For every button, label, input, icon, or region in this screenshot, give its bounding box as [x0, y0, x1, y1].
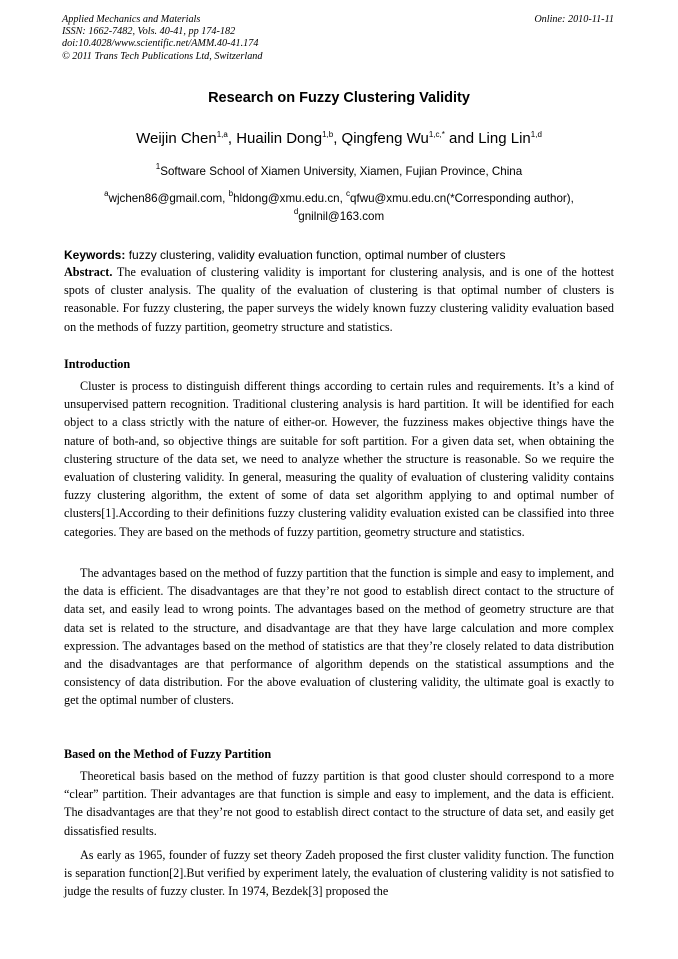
- section-heading-fuzzy-partition: Based on the Method of Fuzzy Partition: [64, 747, 272, 761]
- author-affiliation-mark: 1,b: [322, 130, 334, 139]
- email-address[interactable]: qfwu@xmu.edu.cn(*Corresponding author),: [350, 192, 574, 205]
- abstract: [64, 263, 614, 336]
- section-heading-introduction: Introduction: [64, 357, 131, 371]
- affiliation: [0, 162, 678, 178]
- email-list: [62, 190, 616, 226]
- abstract-text: The evaluation of clustering validity is important for clustering analysis, and is one of the hottest spots of cluster analysis. The quality of the evaluation of clustering is that optimal number of clusters is reasonable. For fuzzy clustering, the paper surveys the widely known fuzzy clustering validity evaluation based on the methods of fuzzy partition, geometry structure and statistics.: [64, 265, 614, 334]
- author-affiliation-mark: 1,a: [216, 130, 228, 139]
- keywords: [64, 248, 614, 262]
- email-address[interactable]: gnilnil@163.com: [298, 210, 385, 223]
- author-separator: ,: [227, 130, 237, 147]
- email-mark: c: [346, 189, 351, 198]
- author-name: Ling Lin: [478, 130, 531, 147]
- author-name: Qingfeng Wu: [341, 130, 429, 147]
- journal-issn: ISSN: 1662-7482, Vols. 40-41, pp 174-182: [62, 26, 236, 38]
- journal-doi: doi:10.4028/www.scientific.net/AMM.40-41.174: [62, 38, 259, 50]
- introduction-paragraph-1: Cluster is process to distinguish different things according to certain rules and requirements. It’s a kind of unsupervised pattern recognition. Traditional clustering analysis is hard partition. It will be identified for each object to a class strictly with the nature of either-or. However, the fuzziness makes objective things have the nature of both-and, so objective things are suitable for soft partition. For a given data set, when obtaining the clustering structure of the data set, we need to analyze whether the structure is reasonable. So we require the evaluation of clustering validity. In general, measuring the quality of evaluation of clustering validity contains fuzzy clustering algorithm, the extent of some of data set algorithm applying to and optimal number of clusters[1].According to their definitions fuzzy clustering validity evaluation existed can be classified into three categories. They are based on the methods of fuzzy partition, geometry structure and statistics.: [64, 379, 614, 539]
- journal-name: Applied Mechanics and Materials: [62, 14, 201, 25]
- affiliation-text: Software School of Xiamen University, Xiamen, Fujian Province, China: [160, 165, 523, 178]
- journal-copyright: © 2011 Trans Tech Publications Ltd, Switzerland: [62, 50, 263, 62]
- author-separator: and: [444, 130, 479, 147]
- email-mark: a: [104, 189, 109, 198]
- fuzzy-partition-paragraph-2: As early as 1965, founder of fuzzy set theory Zadeh proposed the first cluster validity function. The function is separation function[2].But verified by experiment lately, the evaluation of clustering validity is not satisfied to judge the results of fuzzy cluster. In 1974, Bezdek[3] proposed the: [64, 848, 614, 899]
- affiliation-mark: 1: [155, 162, 161, 171]
- author-separator: ,: [333, 130, 342, 147]
- email-address[interactable]: wjchen86@gmail.com,: [108, 192, 229, 205]
- author-affiliation-mark: 1,d: [530, 130, 542, 139]
- email-mark: b: [228, 189, 234, 198]
- keywords-label: Keywords:: [64, 248, 126, 262]
- abstract-label: Abstract.: [64, 265, 113, 279]
- fuzzy-partition-paragraph-1: Theoretical basis based on the method of fuzzy partition is that good cluster should correspond to a more “clear” partition. Their advantages are that function is simple and easy to implement, and the data is efficient. The disadvantages are that they’re not good to establish direct contact to the structure of data set, and easily get dissatisfied results.: [64, 769, 614, 838]
- email-address[interactable]: hldong@xmu.edu.cn,: [233, 192, 347, 205]
- journal-info: [62, 14, 262, 63]
- author-name: Huailin Dong: [236, 130, 323, 147]
- email-mark: d: [293, 207, 299, 216]
- online-date: Online: 2010-11-11: [534, 14, 614, 25]
- author-name: Weijin Chen: [136, 130, 217, 147]
- paper-title: Research on Fuzzy Clustering Validity: [208, 90, 470, 106]
- author-affiliation-mark: 1,c,*: [428, 130, 445, 139]
- keywords-text: fuzzy clustering, validity evaluation function, optimal number of clusters: [125, 248, 506, 262]
- author-list: [0, 130, 678, 147]
- introduction-paragraph-2: The advantages based on the method of fuzzy partition that the function is simple and easy to implement, and the data is efficient. The disadvantages are that they’re not good to establish direct contact to the structure of data set, and easily lead to wrong points. The advantages based on the method of geometry structure are that data set is related to the structure, and disadvantage are that they have large calculation and more complex expression. The advantages based on the method of statistics are that they’re closely related to data distribution and the disadvantages are that performance of algorithm depends on the statistical assumptions and the consistency of data distribution. For the above evaluation of clustering validity, the ultimate goal is exactly to get the optimal number of clusters.: [64, 566, 614, 708]
